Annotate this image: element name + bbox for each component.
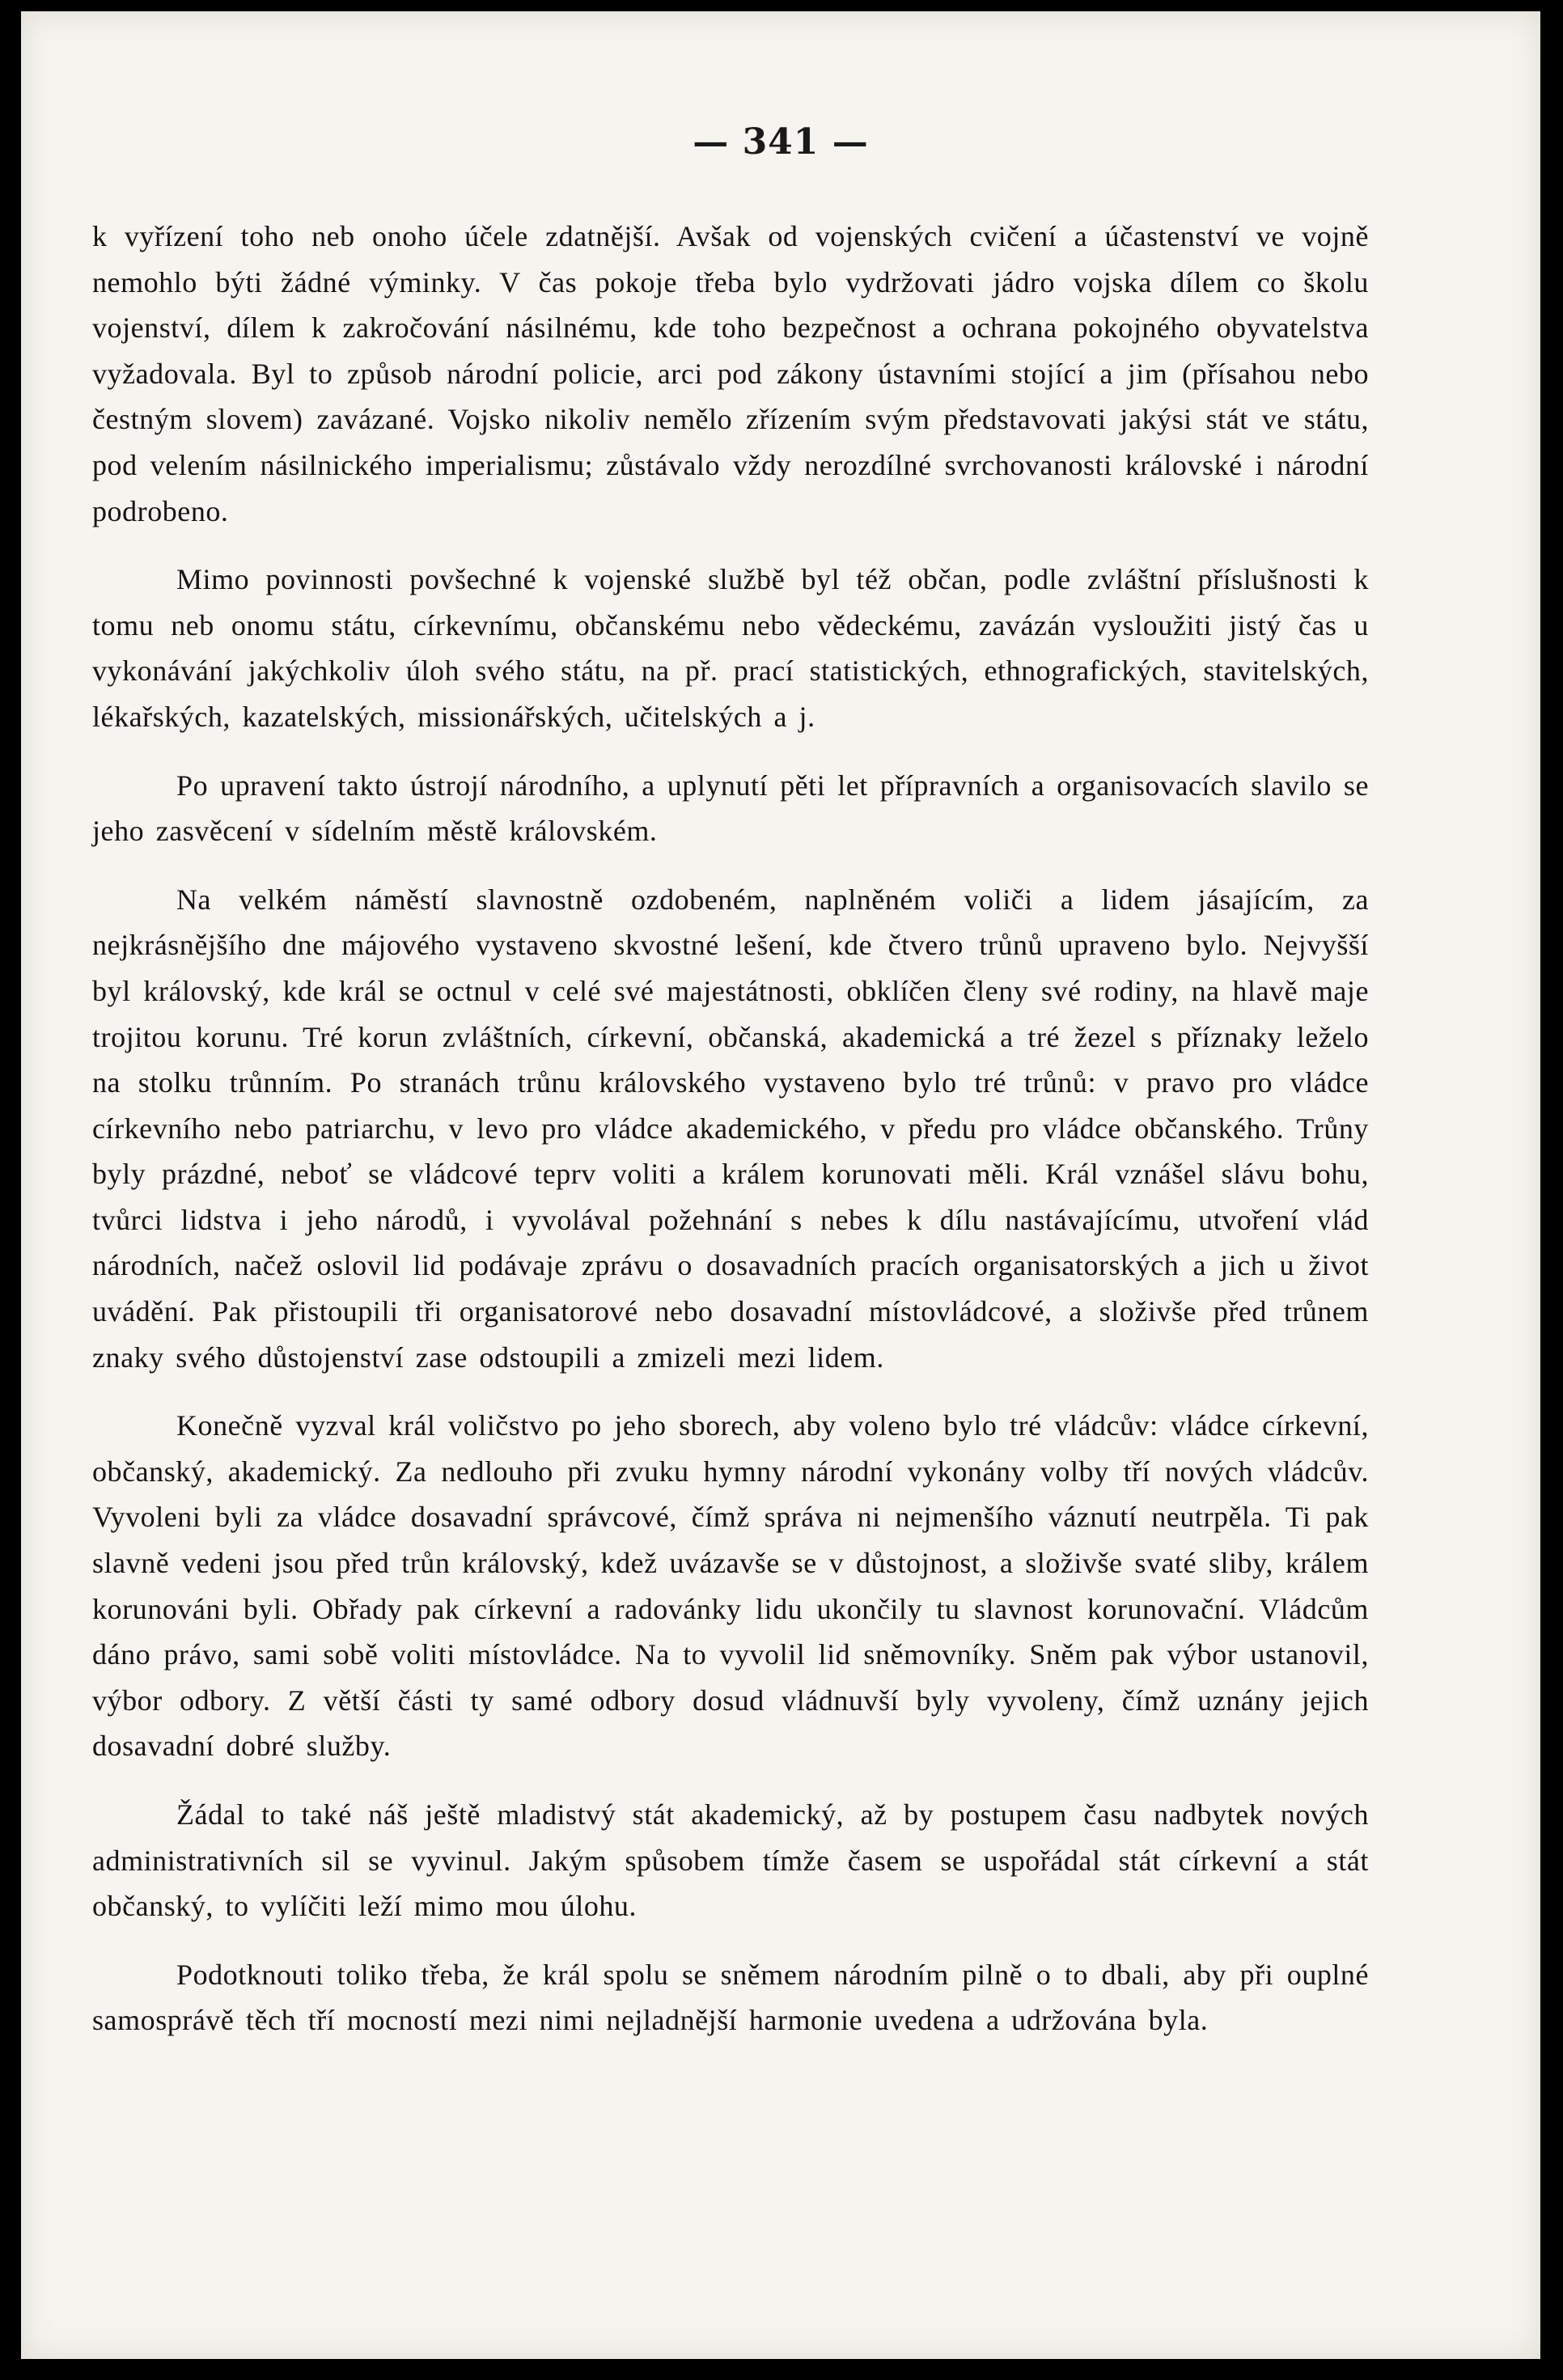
paragraph-2: Mimo povinnosti povšechné k vojenské službě byl též občan, podle zvláštní příslušnosti k tomu neb onomu státu, církevnímu, občanskému nebo vědeckému, zavázán vysloužiti jistý čas u vykonávání jakýchkoliv úloh svého státu, na př. prací statistických, ethnografických, stavitelských, lékařských, kazatelských, missionářských, učitelských a j. [92,563,1369,733]
paragraph-7: Podotknouti toliko třeba, že král spolu se sněmem národním pilně o to dbali, aby při ouplné samosprávě těch tří mocností mezi nimi nejladnější harmonie uvedena a udržována byla. [92,1958,1369,2037]
page-number: — 341 — [693,121,869,163]
scanned-page [21,11,1540,2359]
paragraph-3: Po upravení takto ústrojí národního, a uplynutí pěti let přípravních a organisovacích slavilo se jeho zasvěcení v sídelním městě královském. [92,769,1369,848]
paragraph-1: k vyřízení toho neb onoho účele zdatnější. Avšak od vojenských cvičení a účastenství ve vojně nemohlo býti žádné výminky. V čas pokoje třeba bylo vydržovati jádro vojska dílem co školu vojenství, dílem k zakročování násilnému, kde toho bezpečnost a ochrana pokojného obyvatelstva vyžadovala. Byl to způsob národní policie, arci pod zákony ústavními stojící a jim (přísahou nebo čestným slovem) zavázané. Vojsko nikoliv nemělo zřízením svým představovati jakýsi stát ve státu, pod velením násilnického imperialismu; zůstávalo vždy nerozdílné svrchovanosti královské i národní podrobeno. [92,220,1369,527]
body-text [92,214,1369,2066]
paragraph-5: Konečně vyzval král voličstvo po jeho sborech, aby voleno bylo tré vládcův: vládce církevní, občanský, akademický. Za nedlouho při zvuku hymny národní vykonány volby tří nových vládcův. Vyvoleni byli za vládce dosavadní správcové, čímž správa ni nejmenšího váznutí neutrpěla. Ti pak slavně vedeni jsou před trůn královský, kdež uvázavše se v důstojnost, a složivše svaté sliby, králem korunováni byli. Obřady pak církevní a radovánky lidu ukončily tu slavnost korunovační. Vládcům dáno právo, sami sobě voliti místovládce. Na to vyvolil lid sněmovníky. Sněm pak výbor ustanovil, výbor odbory. Z větší části ty samé odbory dosud vládnuvší byly vyvoleny, čímž uznány jejich dosavadní dobré služby. [92,1409,1369,1763]
paragraph-4: Na velkém náměstí slavnostně ozdobeném, naplněném voliči a lidem jásajícím, za nejkrásnějšího dne májového vystaveno skvostné lešení, kde čtvero trůnů upraveno bylo. Nejvyšší byl královský, kde král se octnul v celé své majestátnosti, obklíčen členy své rodiny, na hlavě maje trojitou korunu. Tré korun zvláštních, církevní, občanská, akademická a tré žezel s příznaky leželo na stolku trůnním. Po stranách trůnu královského vystaveno bylo tré trůnů: v pravo pro vládce církevního nebo patriarchu, v levo pro vládce akademického, v předu pro vládce občanského. Trůny byly prázdné, neboť se vládcové teprv voliti a králem korunovati měli. Král vznášel slávu bohu, tvůrci lidstva i jeho národů, i vyvolával požehnání s nebes k dílu nastávajícímu, utvoření vlád národních, načež oslovil lid podávaje zprávu o dosavadních pracích organisatorských a jich u život uvádění. Pak přistoupili tři organisatorové nebo dosavadní místovládcové, a složivše před trůnem znaky svého důstojenství zase odstoupili a zmizeli mezi lidem. [92,883,1369,1374]
paragraph-6: Žádal to také náš ještě mladistvý stát akademický, až by postupem času nadbytek nových administrativních sil se vyvinul. Jakým spůsobem tímže časem se uspořádal stát církevní a stát občanský, to vylíčiti leží mimo mou úlohu. [92,1798,1369,1923]
